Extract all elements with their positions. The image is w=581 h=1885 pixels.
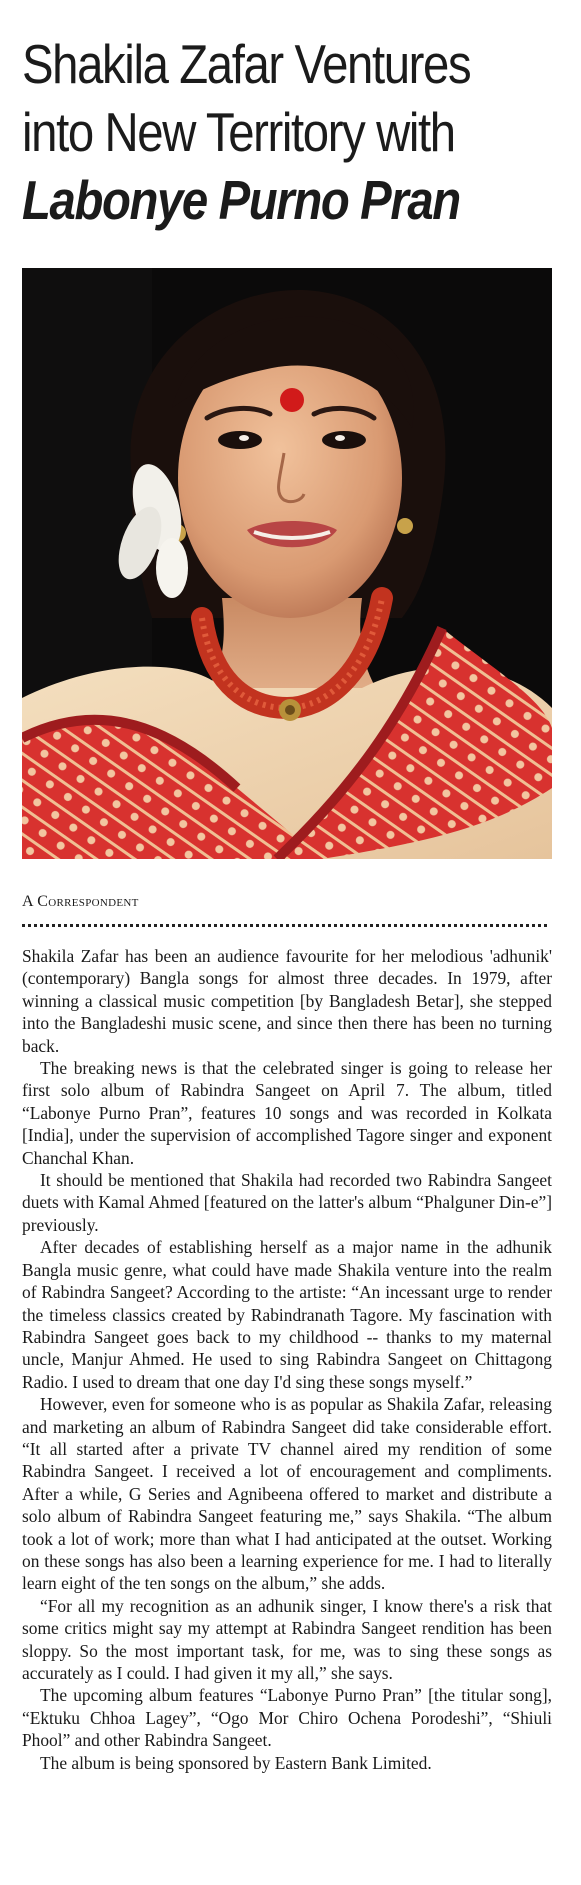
article-paragraph: The album is being sponsored by Eastern Bank Limited.	[40, 1752, 432, 1773]
left-eye	[218, 431, 262, 449]
article-paragraph: After decades of establishing herself as a major name in the adhunik Bangla music genre, what could have made Shakila venture into the realm of Rabindra Sangeet? According to the artiste: “An incessant urge to render the timeless classics created by Rabindranath Tagore. My fascination with Rabindra Sangeet goes back to my childhood -- thanks to my maternal uncle, Manjur Ahmed. He used to sing Rabindra Sangeet on Chittagong Radio. I used to dream that one day I'd sing these songs myself.”	[22, 1237, 552, 1392]
article-paragraph: “For all my recognition as an adhunik singer, I know there's a risk that some critics might say my attempt at Rabindra Sangeet rendition has been sloppy. So the most important task, for me, was to sing these songs as accurately as I could. I had given it my all,” she says.	[22, 1595, 552, 1683]
article-paragraph: The upcoming album features “Labonye Purno Pran” [the titular song], “Ektuku Chhoa Lagey”, “Ogo Mor Chiro Ochena Porodeshi”, “Shiuli Phool” and other Rabindra Sangeet.	[22, 1685, 552, 1751]
byline: A Correspondent	[22, 893, 139, 910]
headline-line-3: Labonye Purno Pran	[22, 169, 460, 231]
portrait-illustration	[22, 268, 552, 859]
article-paragraph: Shakila Zafar has been an audience favourite for her melodious 'adhunik' (contemporary) Bangla songs for almost three decades. In 1979, after winning a classical music competition [by Bangladesh Betar], she stepped into the Bangladeshi music scene, and since then there has been no turning back.	[22, 946, 552, 1056]
right-eye	[322, 431, 366, 449]
article-paragraph: However, even for someone who is as popular as Shakila Zafar, releasing and marketing an album of Rabindra Sangeet did take considerable effort. “It all started after a private TV channel aired my rendition of some Rabindra Sangeet. I received a lot of encouragement and compliments. After a while, G Series and Agnibeena offered to market and distribute a solo album of Rabindra Sangeet featuring me,” says Shakila. “The album took a lot of work; more than what I had anticipated at the outset. Working on these songs has also been a learning experience for me. I had to literally learn eight of the ten songs on the album,” she adds.	[22, 1394, 552, 1594]
article-body	[22, 945, 552, 1774]
headline	[22, 30, 555, 234]
bindi	[280, 388, 304, 412]
article-paragraph: The breaking news is that the celebrated singer is going to release her first solo album of Rabindra Sangeet on April 7. The album, titled “Labonye Purno Pran”, features 10 songs and was recorded in Kolkata [India], under the supervision of accomplished Tagore singer and exponent Chanchal Khan.	[22, 1058, 552, 1168]
headline-line-2: into New Territory with	[22, 101, 455, 163]
singer-photo	[22, 268, 552, 859]
dotted-divider	[22, 924, 547, 927]
headline-line-1: Shakila Zafar Ventures	[22, 33, 471, 95]
article-page	[22, 0, 552, 1773]
article-paragraph: It should be mentioned that Shakila had recorded two Rabindra Sangeet duets with Kamal Ahmed [featured on the latter's album “Phalguner Din-e”] previously.	[22, 1170, 552, 1235]
